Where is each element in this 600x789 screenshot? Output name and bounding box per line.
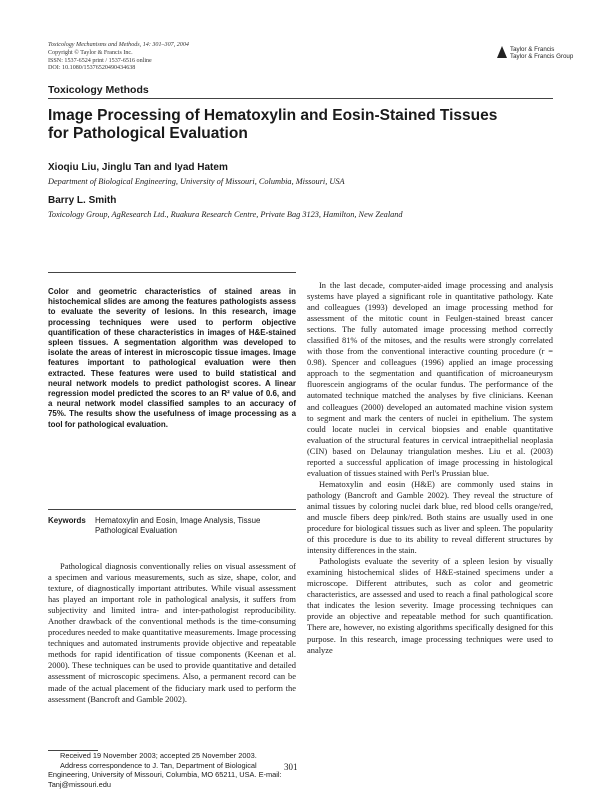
- issn-line: ISSN: 1537-6524 print / 1537-6516 online: [48, 57, 152, 64]
- paragraph-he-stains: Hematoxylin and eosin (H&E) are commonly used stains in pathology (Bancroft and Gamble 2002). They reveal the structure of animal tissues by coloring nuclei dark blue, red blood cells orange/red, and muscle fibers deep pink/red. Both stains are usually used in one procedure for biological tissues such as liver and spleen. The popularity of this procedure is due to its ability to reveal different structures by intensity differences in the stain.: [307, 478, 553, 556]
- paper-title: [48, 107, 553, 143]
- keywords-text: Hematoxylin and Eosin, Image Analysis, Tissue Pathological Evaluation: [95, 516, 261, 535]
- footnote-address: Address correspondence to J. Tan, Department of Biological Engineering, University of Missouri, Columbia, MO 65211, USA. E-mail: Tanj@missouri.edu: [48, 760, 282, 789]
- publisher-logo-icon: [497, 46, 507, 58]
- abstract: Color and geometric characteristics of stained areas in histochemical slides are among the features pathologists assess to evaluate the severity of lesions. In this research, image processing techniques were used to perform objective quantification of these characteristics in images of H&E-stained spleen tissues. A segmentation algorithm was developed to isolate the areas of interest in microscopic tissue images. Image features important to pathological evaluation were then extracted. These features were used to build statistical and neural network models to predict pathologist scores. A linear regression model predicted the scores to an R² value of 0.6, and a neural network model classified samples to an accuracy of 75%. The results show the usefulness of image processing as a tool for pathological evaluation.: [48, 287, 296, 429]
- paragraph-intro: Pathological diagnosis conventionally relies on visual assessment of a specimen and various measurements, such as size, shape, color, and texture, of diagnostically important attributes. While visual assessment has played an important role in pathological analysis, it suffers from subjectivity and limited intra- and inter-pathologist reproducibility. Another drawback of the conventional methods is the time-consuming procedures needed to make quantitative measurements. Image processing techniques and automated instruments provide objective and repeatable methods for rapid identification of tissue components (Keenan et al. 2000). These techniques can be used to provide quantitative and detailed assessment of microscopic specimens. Also, a permanent record can be made of the actual placement of the fiduciary mark used to perform the assessment (Bancroft and Gamble 2002).: [48, 561, 296, 704]
- affiliation-1: Department of Biological Engineering, University of Missouri, Columbia, Missouri, USA: [48, 177, 345, 186]
- section-divider: [48, 98, 553, 99]
- copyright-line: Copyright © Taylor & Francis Inc.: [48, 49, 133, 56]
- journal-citation: Toxicology Mechanisms and Methods, 14: 301–307, 2004: [48, 42, 189, 48]
- title-line-2: for Pathological Evaluation: [48, 125, 248, 142]
- affiliation-2: Toxicology Group, AgResearch Ltd., Ruakura Research Centre, Private Bag 3123, Hamilton, New Zealand: [48, 210, 403, 219]
- abstract-top-rule: [48, 272, 296, 273]
- keywords-label: Keywords: [48, 516, 86, 525]
- paragraph-background: In the last decade, computer-aided image processing and analysis systems have played a significant role in quantitative pathology. Kate and colleagues (1993) developed an image processing method for assessment of the mitotic count in Feulgen-stained breast cancer sections. The fully automated image processing method correctly classified 81% of the mitoses, and the results were strongly correlated with those from the conventional interactive counting procedure (r = 0.98). Spencer and colleagues (1996) applied an image processing approach to the segmentation and quantification of microaneurysm fluorescein angiograms of the ocular fundus. The performance of the automated technique matched the analyses by five clinicians. Keenan and colleagues (2000) developed an automated machine vision system to segment and mark the centers of nuclei in epithelium. The system could locate nuclei in cervical biopsies and enable quantitative evaluation of the structural features in cervical intraepithelial neoplasia (CIN) based on Delaunay triangulation meshes. Liu et al. (2003) reported a successful application of image processing in histological evaluation of tissues stained with Perl's Prussian blue.: [307, 280, 553, 478]
- keywords-rule: [48, 509, 296, 510]
- author-list-2: Barry L. Smith: [48, 195, 117, 206]
- paragraph-spleen-evaluation: Pathologists evaluate the severity of a spleen lesion by visually examining histochemical slides of H&E-stained specimens under a microscope. Different attributes, such as color and geometric characteristics, are assessed and used to reach a final pathological score that indicates the lesion severity. Image processing techniques can provide an objective and repeatable method for such quantification. There are, however, no existing algorithms specifically designed for this purpose. In this research, image processing techniques were used to analyze: [307, 556, 553, 655]
- footnote-received: Received 19 November 2003; accepted 25 November 2003.: [60, 751, 257, 760]
- author-list-1: Xioqiu Liu, Jinglu Tan and Iyad Hatem: [48, 162, 228, 173]
- page-number: 301: [284, 762, 298, 772]
- publisher-group: Taylor & Francis Group: [510, 53, 574, 60]
- journal-header: [48, 42, 189, 73]
- right-column-body: [307, 280, 553, 656]
- doi-line: DOI: 10.1080/15376520490434638: [48, 65, 136, 72]
- title-line-1: Image Processing of Hematoxylin and Eosin-Stained Tissues: [48, 107, 498, 124]
- section-label: Toxicology Methods: [48, 84, 149, 96]
- footnotes: [48, 751, 296, 789]
- publisher-name: Taylor & Francis: [510, 46, 555, 53]
- left-column-body: [48, 561, 296, 705]
- publisher-logo: [497, 44, 575, 62]
